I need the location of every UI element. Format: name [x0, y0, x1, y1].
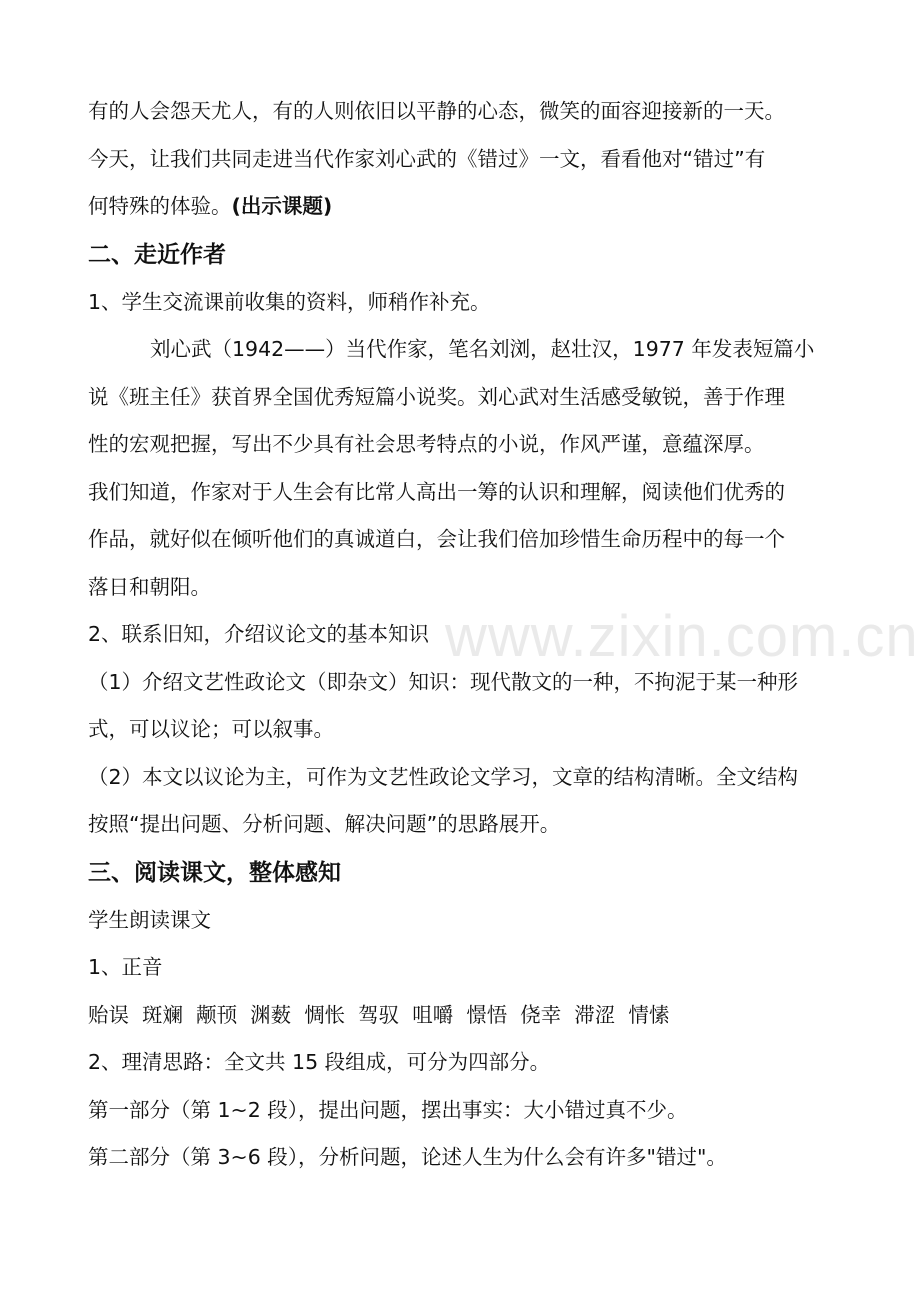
paragraph-line-22: 第一部分（第 1~2 段），提出问题，摆出事实：大小错过真不少。 [88, 1097, 688, 1122]
paragraph-line-5: 1、学生交流课前收集的资料，师稍作补充。 [88, 289, 491, 314]
paragraph-line-2: 今天，让我们共同走进当代作家刘心武的《错过》一文，看看他对“错过”有 [88, 146, 766, 171]
paragraph-line-13: （1）介绍文艺性政论文（即杂文）知识：现代散文的一种，不拘泥于某一种形 [88, 669, 799, 694]
paragraph-line-20: 贻误 斑斓 颟顸 渊薮 惆怅 驾驭 咀嚼 憬悟 侥幸 滞涩 情愫 [88, 1002, 670, 1027]
paragraph-line-21: 2、理清思路：全文共 15 段组成，可分为四部分。 [88, 1050, 551, 1074]
paragraph-line-1: 有的人会怨天尤人，有的人则依旧以平静的心态，微笑的面容迎接新的一天。 [88, 99, 785, 123]
document-page [88, 88, 834, 1182]
paragraph-line-18: 学生朗读课文 [88, 907, 211, 932]
bold-note: (出示课题) [231, 194, 333, 218]
paragraph-line-11: 落日和朝阳。 [88, 574, 211, 599]
paragraph-line-16: 按照“提出问题、分析问题、解决问题”的思路展开。 [88, 812, 561, 836]
section-heading-author: 二、走近作者 [88, 241, 226, 268]
paragraph-line-12: 2、联系旧知，介绍议论文的基本知识 [88, 622, 430, 646]
paragraph-line-19: 1、正音 [88, 955, 163, 979]
paragraph-line-14: 式，可以议论；可以叙事。 [88, 717, 334, 741]
paragraph-line-9: 我们知道，作家对于人生会有比常人高出一筹的认识和理解，阅读他们优秀的 [88, 479, 785, 504]
watermark: www.zixin.com.cn [445, 604, 919, 669]
paragraph-line-8: 性的宏观把握，写出不少具有社会思考特点的小说，作风严谨，意蕴深厚。 [88, 432, 765, 456]
paragraph-line-23: 第二部分（第 3~6 段），分析问题，论述人生为什么会有许多"错过"。 [88, 1145, 727, 1169]
paragraph-line-7: 说《班主任》获首界全国优秀短篇小说奖。刘心武对生活感受敏锐，善于作理 [88, 384, 785, 409]
paragraph-line-15: （2）本文以议论为主，可作为文艺性政论文学习，文章的结构清晰。全文结构 [88, 764, 799, 789]
line-text: 何特殊的体验。 [88, 194, 232, 218]
paragraph-line-6: 刘心武（1942——）当代作家，笔名刘浏，赵壮汉，1977 年发表短篇小 [150, 337, 815, 361]
section-heading-reading: 三、阅读课文，整体感知 [88, 859, 341, 886]
paragraph-line-3 [88, 183, 834, 231]
paragraph-line-10: 作品，就好似在倾听他们的真诚道白，会让我们倍加珍惜生命历程中的每一个 [88, 527, 785, 551]
